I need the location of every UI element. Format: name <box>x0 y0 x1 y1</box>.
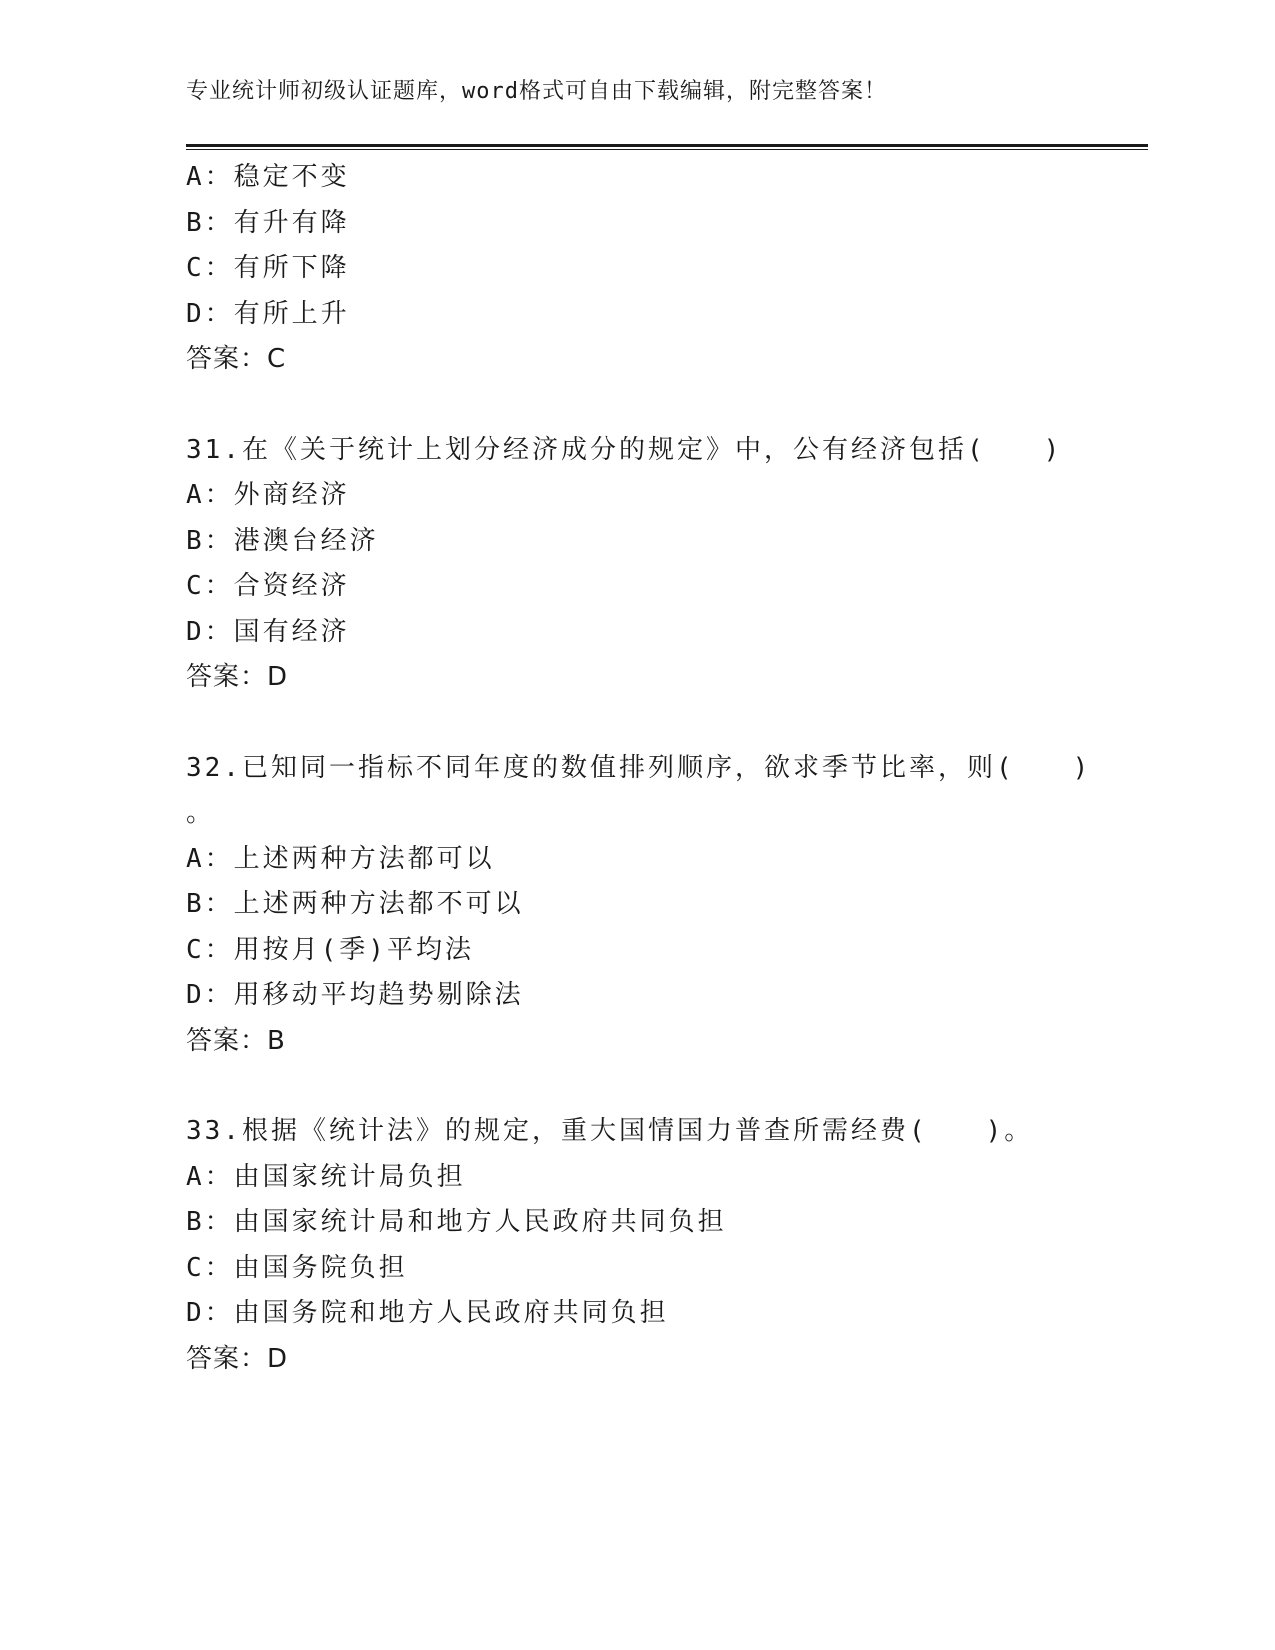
option-text: 用移动平均趋势剔除法 <box>233 980 524 1010</box>
option-c <box>186 1246 1146 1292</box>
question-block <box>186 746 1146 1065</box>
option-label: C： <box>186 934 234 965</box>
spacer <box>186 1064 1146 1109</box>
option-d <box>186 973 1146 1019</box>
option-c <box>186 246 1146 292</box>
option-label: B： <box>186 1207 234 1237</box>
option-d <box>186 610 1146 656</box>
option-a <box>186 1155 1146 1201</box>
option-text: 用按月(季)平均法 <box>233 934 474 965</box>
option-label: A： <box>186 843 234 874</box>
option-text: 由国家统计局负担 <box>233 1161 466 1192</box>
question-stem: 32.已知同一指标不同年度的数值排列顺序，欲求季节比率，则( ) <box>186 752 1092 783</box>
question-stem-continuation: 。 <box>186 798 213 828</box>
option-text: 由国务院负担 <box>233 1252 408 1283</box>
option-b <box>186 1200 1146 1246</box>
option-text: 有所上升 <box>233 298 350 329</box>
answer-line: 答案：B <box>186 1025 286 1056</box>
option-text: 外商经济 <box>233 480 350 510</box>
question-block <box>186 428 1146 701</box>
option-text: 稳定不变 <box>233 162 350 192</box>
option-c <box>186 928 1146 974</box>
option-a <box>186 837 1146 883</box>
answer-line: 答案：D <box>186 1343 289 1374</box>
option-text: 港澳台经济 <box>233 525 379 556</box>
page-header: 专业统计师初级认证题库，word格式可自由下载编辑，附完整答案！ <box>186 79 887 104</box>
option-a <box>186 473 1146 519</box>
option-text: 上述两种方法都可以 <box>233 843 495 874</box>
option-text: 有所下降 <box>233 253 350 283</box>
option-text: 由国家统计局和地方人民政府共同负担 <box>233 1207 727 1237</box>
option-a <box>186 155 1146 201</box>
spacer <box>186 383 1146 428</box>
question-stem: 31.在《关于统计上划分经济成分的规定》中，公有经济包括( ) <box>186 434 1063 465</box>
answer-line: 答案：C <box>186 344 287 374</box>
option-b <box>186 882 1146 928</box>
spacer <box>186 701 1146 746</box>
option-d <box>186 292 1146 338</box>
option-label: B： <box>186 207 234 238</box>
option-label: A： <box>186 480 234 510</box>
option-label: B： <box>186 525 234 556</box>
option-text: 有升有降 <box>233 207 350 238</box>
question-block <box>186 155 1146 383</box>
option-label: A： <box>186 1161 234 1192</box>
option-text: 国有经济 <box>233 616 350 647</box>
option-label: D： <box>186 980 234 1010</box>
option-label: C： <box>186 253 234 283</box>
option-label: D： <box>186 298 234 329</box>
option-text: 由国务院和地方人民政府共同负担 <box>233 1298 669 1328</box>
option-label: C： <box>186 1252 234 1283</box>
option-label: B： <box>186 889 234 919</box>
option-label: A： <box>186 162 234 192</box>
option-label: D： <box>186 1298 234 1328</box>
question-block <box>186 1109 1146 1382</box>
answer-line: 答案：D <box>186 662 289 692</box>
question-list <box>186 155 1146 1382</box>
option-text: 上述两种方法都不可以 <box>233 889 524 919</box>
option-b <box>186 519 1146 565</box>
option-label: C： <box>186 571 234 601</box>
question-stem: 33.根据《统计法》的规定，重大国情国力普查所需经费( )。 <box>186 1116 1034 1146</box>
option-c <box>186 564 1146 610</box>
option-b <box>186 201 1146 247</box>
option-text: 合资经济 <box>233 571 350 601</box>
option-d <box>186 1291 1146 1337</box>
option-label: D： <box>186 616 234 647</box>
header-rule <box>186 144 1148 150</box>
